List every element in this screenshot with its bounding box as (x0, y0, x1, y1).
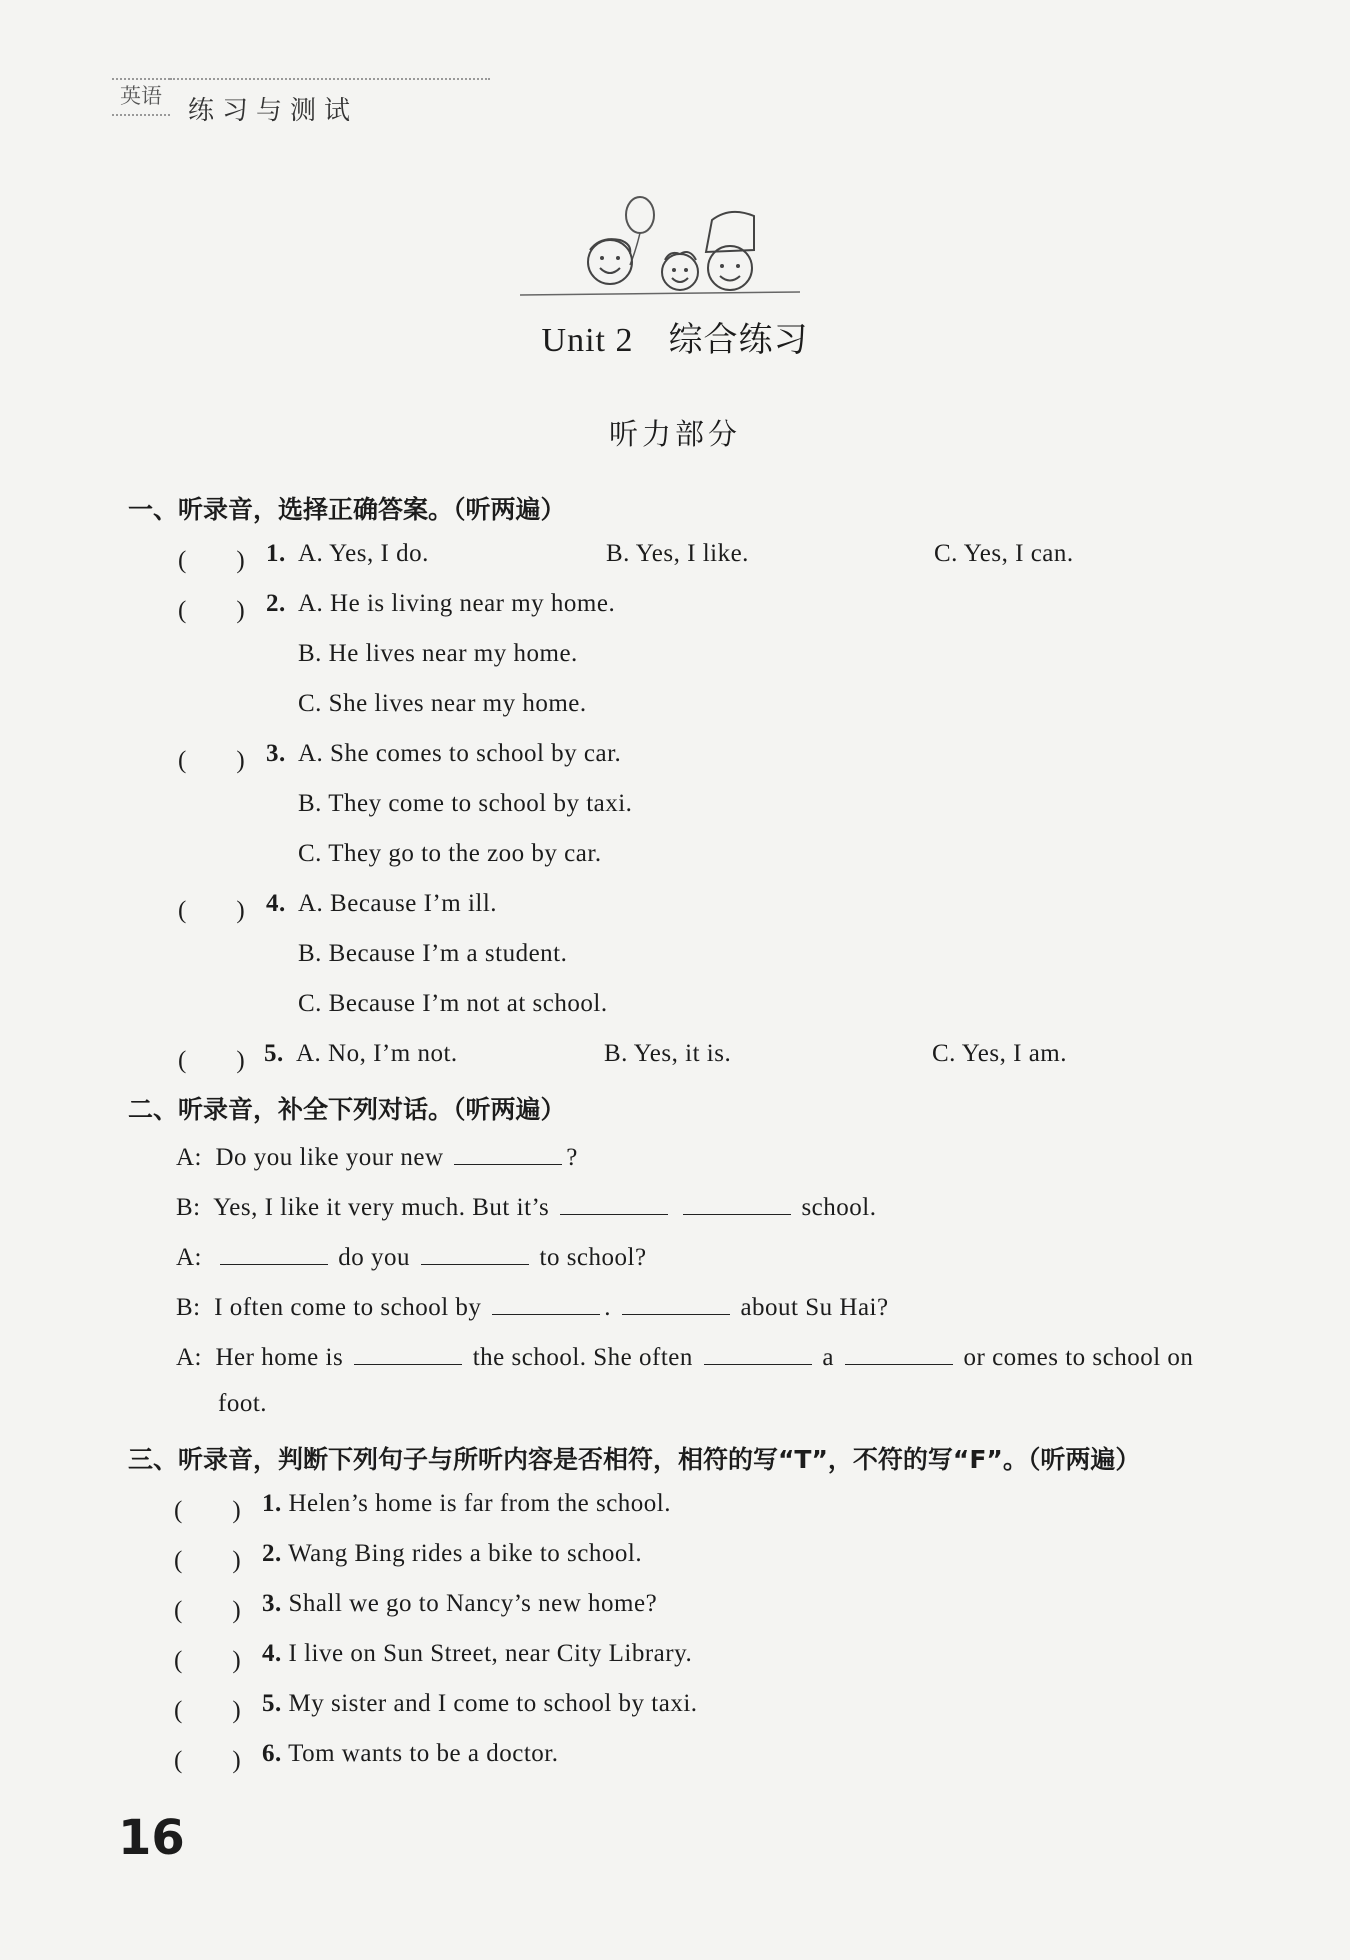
answer-blank[interactable]: ( ) (174, 1547, 241, 1574)
q4-option-c: C. Because I’m not at school. (298, 990, 608, 1017)
answer-blank[interactable]: ( ) (174, 1497, 241, 1524)
q2-option-c: C. She lives near my home. (298, 690, 587, 717)
q4-number: 4. (266, 890, 286, 917)
answer-blank[interactable]: ( ) (178, 1047, 245, 1074)
kids-illustration (520, 190, 800, 310)
listening-part-title: 听力部分 (608, 417, 741, 451)
dialogue-line-4: B: I often come to school by . about Su Hai? (176, 1290, 889, 1322)
fill-blank[interactable] (454, 1140, 562, 1165)
q1-option-c: C. Yes, I can. (934, 540, 1074, 567)
q5-number: 5. (264, 1040, 284, 1067)
unit-title: Unit 2 综合练习 (541, 322, 809, 359)
subject-label: 英语 (112, 78, 170, 116)
speaker: B: (176, 1194, 201, 1221)
section3-heading: 三、听录音，判断下列句子与所听内容是否相符，相符的写“T”，不符的写“F”。（听两遍） (128, 1445, 1141, 1474)
q1-option-a: A. Yes, I do. (298, 540, 429, 567)
q5-option-b: B. Yes, it is. (604, 1040, 732, 1067)
q3-number: 3. (266, 740, 286, 767)
book-title: 练习与测试 (188, 96, 359, 126)
q2-option-b: B. He lives near my home. (298, 640, 578, 667)
fill-blank[interactable] (354, 1340, 462, 1365)
dialogue-line-3: A: do you to school? (176, 1240, 647, 1272)
speaker: B: (176, 1294, 201, 1321)
speaker: A: (176, 1144, 202, 1171)
fill-blank[interactable] (622, 1290, 730, 1315)
q1-option-b: B. Yes, I like. (606, 540, 749, 567)
fill-blank[interactable] (683, 1190, 791, 1215)
q4-option-b: B. Because I’m a student. (298, 940, 568, 967)
answer-blank[interactable]: ( ) (174, 1647, 241, 1674)
answer-blank[interactable]: ( ) (178, 597, 245, 624)
fill-blank[interactable] (560, 1190, 668, 1215)
dialogue-line-2: B: Yes, I like it very much. But it’s school. (176, 1190, 876, 1222)
q3-option-a: A. She comes to school by car. (298, 740, 622, 767)
q3-option-c: C. They go to the zoo by car. (298, 840, 602, 867)
tf-item-5: 5. My sister and I come to school by taxi. (262, 1690, 698, 1717)
dialogue-line-1: A: Do you like your new ? (176, 1140, 578, 1172)
answer-blank[interactable]: ( ) (178, 547, 245, 574)
fill-blank[interactable] (421, 1240, 529, 1265)
q1-number: 1. (266, 540, 286, 567)
dialogue-line-5: A: Her home is the school. She often a or comes to school on (176, 1340, 1193, 1372)
section1-heading: 一、听录音，选择正确答案。（听两遍） (128, 495, 566, 524)
q3-option-b: B. They come to school by taxi. (298, 790, 633, 817)
tf-item-4: 4. I live on Sun Street, near City Library. (262, 1640, 693, 1667)
q5-option-c: C. Yes, I am. (932, 1040, 1067, 1067)
tf-item-3: 3. Shall we go to Nancy’s new home? (262, 1590, 658, 1617)
answer-blank[interactable]: ( ) (178, 747, 245, 774)
answer-blank[interactable]: ( ) (174, 1597, 241, 1624)
fill-blank[interactable] (220, 1240, 328, 1265)
tf-item-2: 2. Wang Bing rides a bike to school. (262, 1540, 643, 1567)
q5-option-a: A. No, I’m not. (296, 1040, 458, 1067)
fill-blank[interactable] (492, 1290, 600, 1315)
speaker: A: (176, 1344, 202, 1371)
q2-option-a: A. He is living near my home. (298, 590, 616, 617)
answer-blank[interactable]: ( ) (174, 1747, 241, 1774)
fill-blank[interactable] (704, 1340, 812, 1365)
tf-item-1: 1. Helen’s home is far from the school. (262, 1490, 671, 1517)
fill-blank[interactable] (845, 1340, 953, 1365)
answer-blank[interactable]: ( ) (174, 1697, 241, 1724)
q2-number: 2. (266, 590, 286, 617)
dialogue-line-5-cont: foot. (218, 1390, 268, 1417)
q4-option-a: A. Because I’m ill. (298, 890, 498, 917)
header-dotted-line (170, 78, 490, 80)
tf-item-6: 6. Tom wants to be a doctor. (262, 1740, 559, 1767)
section2-heading: 二、听录音，补全下列对话。（听两遍） (128, 1095, 566, 1124)
answer-blank[interactable]: ( ) (178, 897, 245, 924)
page-number: 16 (118, 1810, 185, 1866)
speaker: A: (176, 1244, 202, 1271)
